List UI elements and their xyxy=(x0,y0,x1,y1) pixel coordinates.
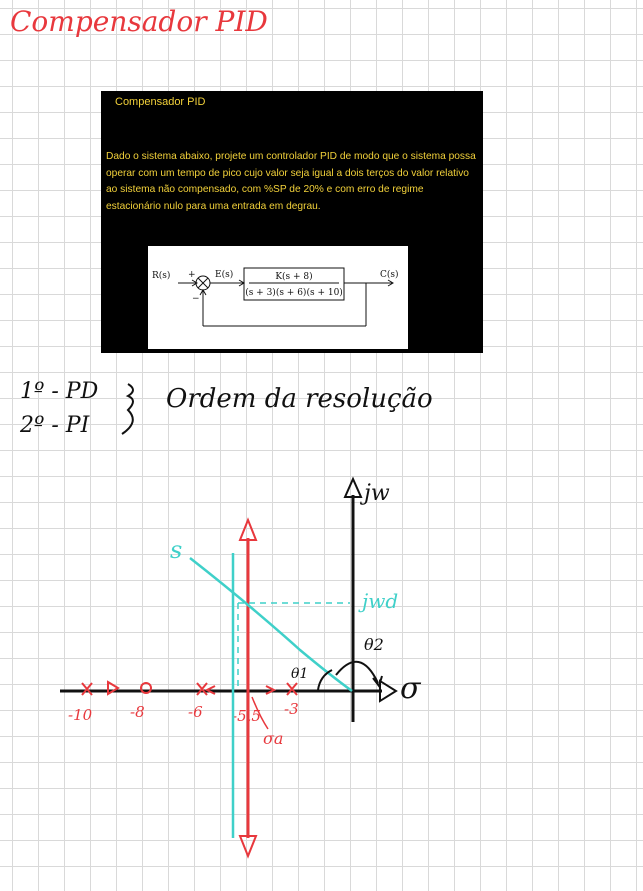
s-locus-label: s xyxy=(170,536,183,564)
real-axis xyxy=(60,671,422,706)
diagram-output: C(s) xyxy=(380,270,399,280)
mark-minus-8: -8 xyxy=(130,703,145,721)
arrow-down-icon xyxy=(240,836,256,856)
sigma-a-label: σa xyxy=(263,729,284,748)
theta2-label: θ2 xyxy=(364,635,384,654)
mark-minus-6: -6 xyxy=(188,703,203,721)
real-axis-marks xyxy=(68,697,299,748)
step-2: 2º - PI xyxy=(20,413,90,438)
slide-title: Compensador PID xyxy=(115,96,206,108)
diagram-denominator: (s + 3)(s + 6)(s + 10) xyxy=(245,288,343,298)
arrow-right-icon xyxy=(380,681,396,701)
diagram-minus: − xyxy=(192,294,200,304)
theta2-arc xyxy=(336,662,378,683)
notes-title: Compensador PID xyxy=(10,5,268,38)
order-label: Ordem da resolução xyxy=(166,384,433,414)
mark-minus-10: -10 xyxy=(68,706,93,724)
root-locus-red xyxy=(82,520,297,856)
pole-marker-icon xyxy=(287,683,297,695)
mark-minus-3: -3 xyxy=(284,700,299,718)
locus-cyan xyxy=(190,553,352,838)
arrow-up-icon xyxy=(345,479,361,497)
block-diagram xyxy=(148,246,408,349)
slide-image xyxy=(101,91,483,353)
diagram-plus: + xyxy=(188,270,196,280)
slide-body: Dado o sistema abaixo, projete um controlador PID de modo que o sistema possa operar com um tempo de pico cujo valor seja igual a dois terços do valor relativo ao sistema não compensado, com %SP de 20% e com erro de regime estacionário nulo para uma entrada em degrau. xyxy=(106,151,476,212)
step-1: 1º - PD xyxy=(20,379,99,404)
diagram-input: R(s) xyxy=(152,271,171,281)
diagram-numerator: K(s + 8) xyxy=(275,272,313,282)
mark-minus-5-5: -5,5 xyxy=(232,707,261,725)
pole-marker-icon xyxy=(82,683,92,695)
brace-icon xyxy=(122,384,133,434)
pole-marker-icon xyxy=(197,683,207,695)
imag-axis-label: jw xyxy=(364,481,390,506)
real-axis-label: σ xyxy=(400,671,421,706)
jwd-label: jwd xyxy=(362,589,399,613)
theta1-label: θ1 xyxy=(291,666,309,682)
arrow-up-icon xyxy=(240,520,256,540)
diagram-error: E(s) xyxy=(215,270,234,280)
